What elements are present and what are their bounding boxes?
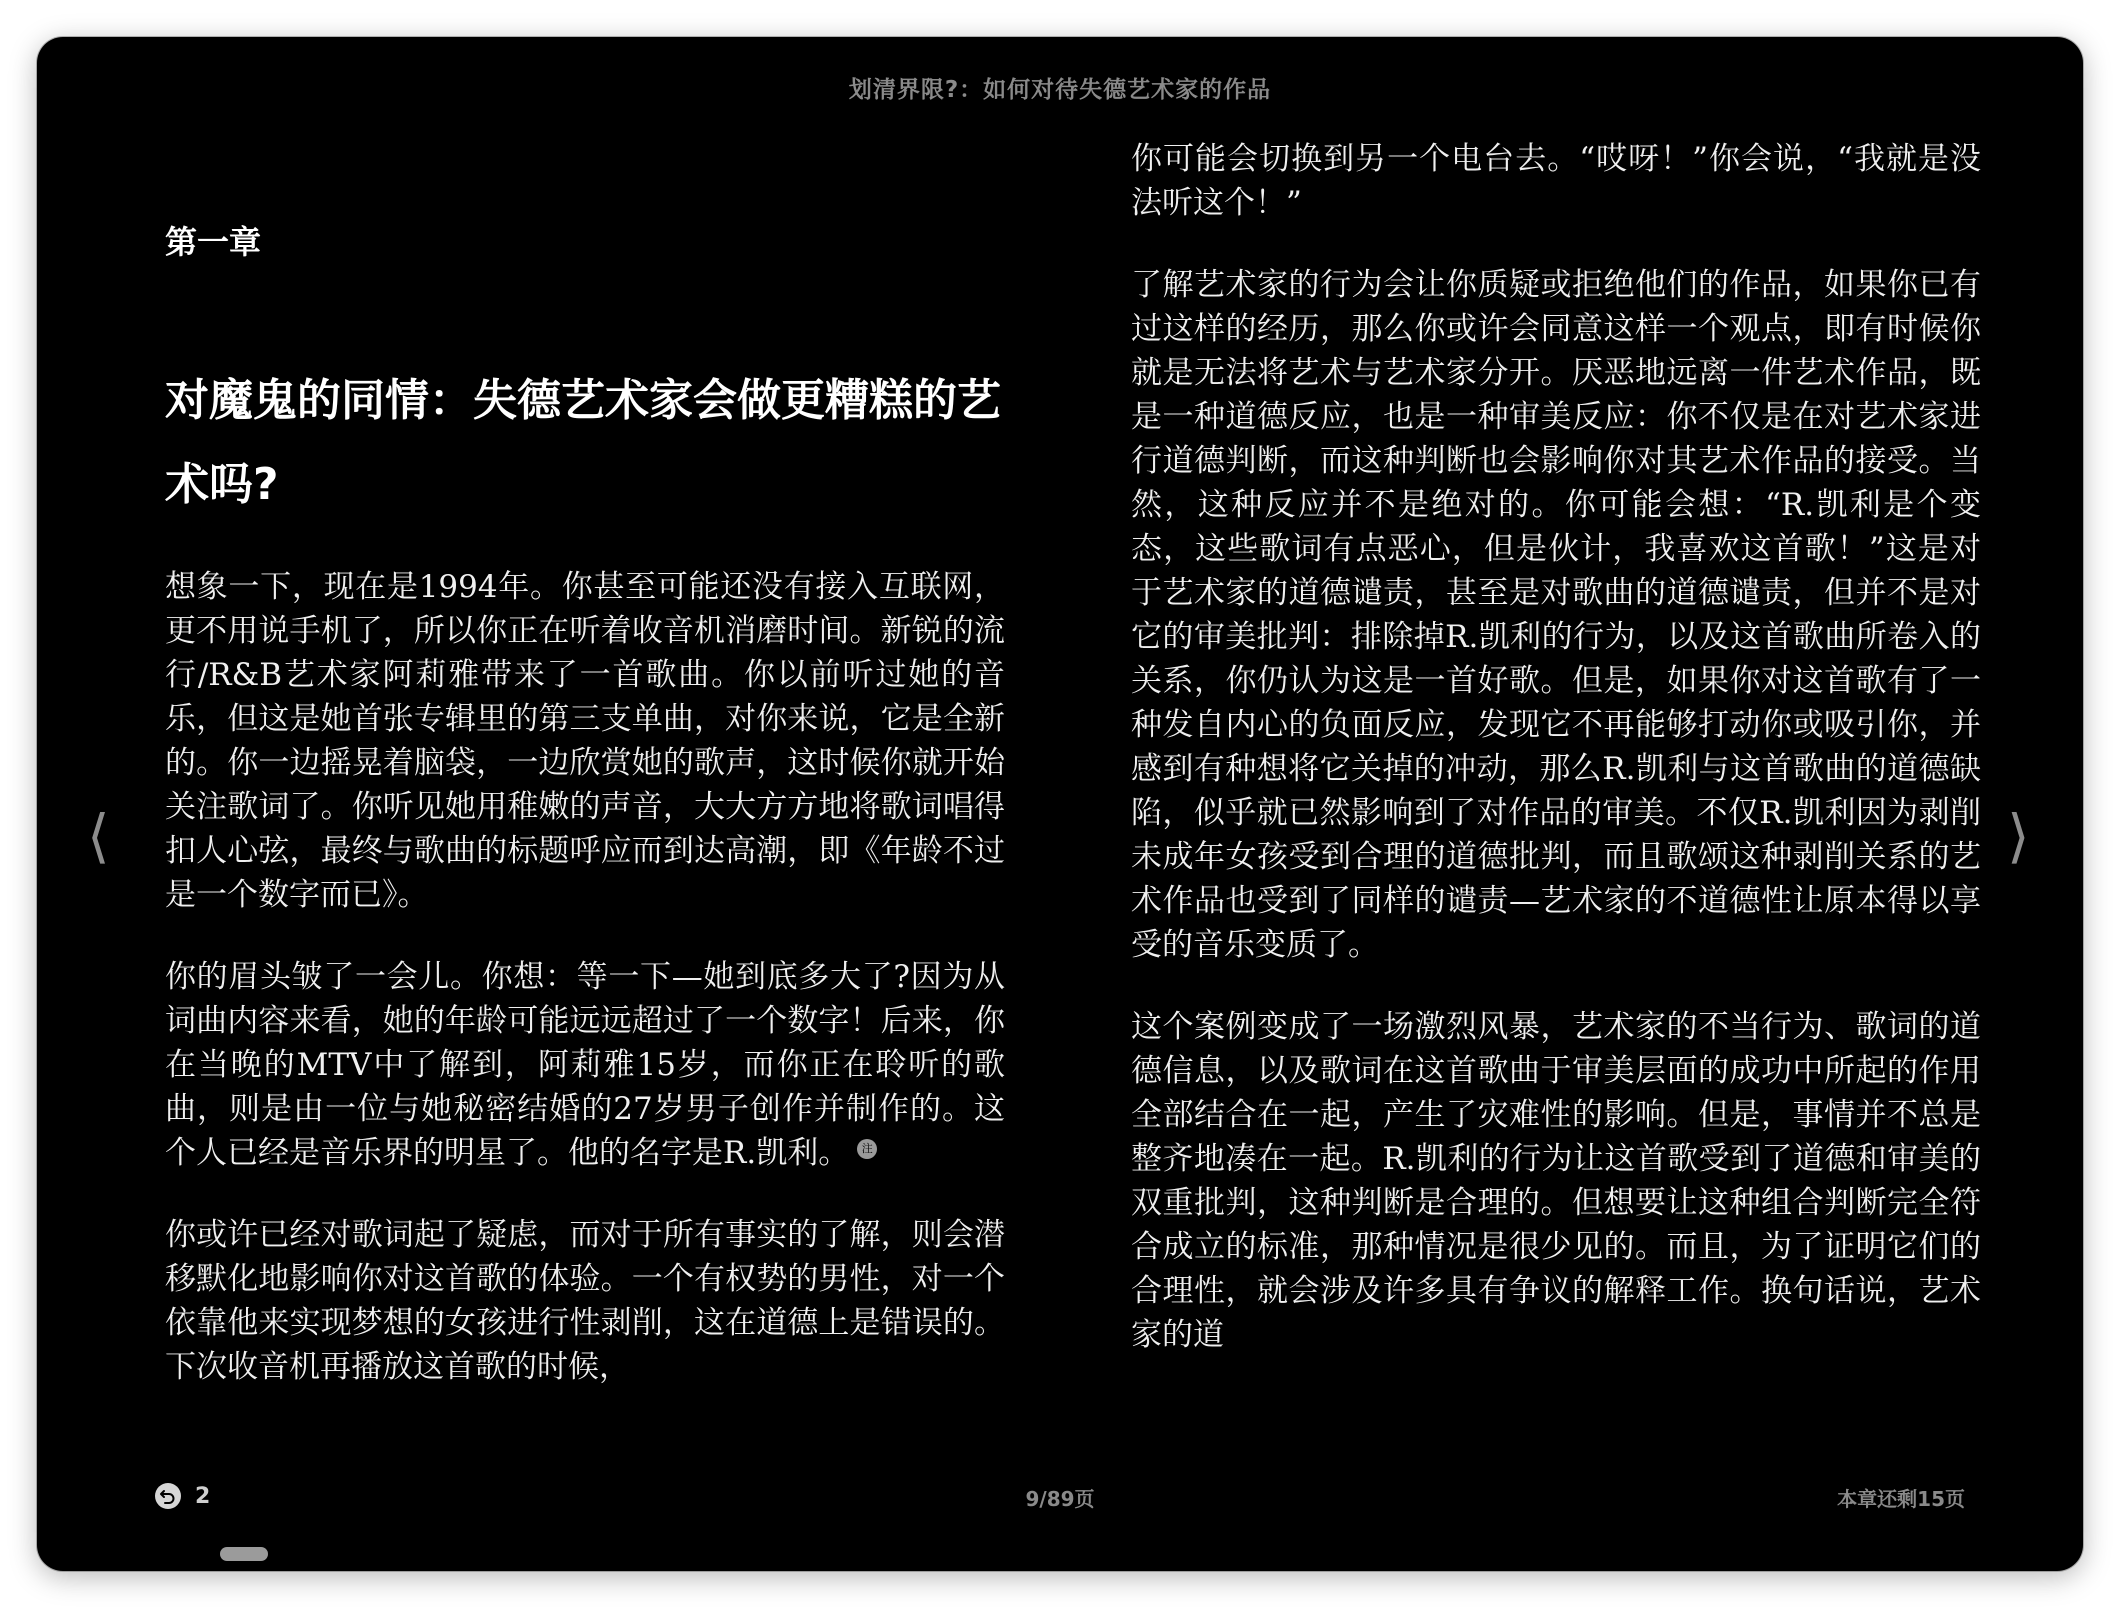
reader-window xyxy=(37,37,2083,1571)
chevron-right-icon[interactable]: ⟩ xyxy=(2007,802,2030,870)
paragraph: 你或许已经对歌词起了疑虑，而对于所有事实的了解，则会潜移默化地影响你对这首歌的体验。一个有权势的男性，对一个依靠他来实现梦想的女孩进行性剥削，这在道德上是错误的。下次收音机再播放这首歌的时候， xyxy=(165,1217,1005,1385)
back-count: 2 xyxy=(195,1483,211,1509)
paragraph: 这个案例变成了一场激烈风暴，艺术家的不当行为、歌词的道德信息，以及歌词在这首歌曲于审美层面的成功中所起的作用全部结合在一起，产生了灾难性的影响。但是，事情并不总是整齐地凑在一起。R.凯利的行为让这首歌受到了道德和审美的双重批判，这种判断是合理的。但想要让这种组合判断完全符合成立的标准，那种情况是很少见的。而且，为了证明它们的合理性，就会涉及许多具有争议的解释工作。换句话说，艺术家的道 xyxy=(1131,1009,1981,1353)
chevron-left-icon[interactable]: ⟨ xyxy=(87,802,110,870)
right-page xyxy=(1131,137,1981,1357)
chapter-title: 对魔鬼的同情：失德艺术家会做更糟糕的艺术吗? xyxy=(165,375,1001,510)
footnote-icon[interactable]: 注 xyxy=(857,1139,877,1159)
chapter-label: 第一章 xyxy=(165,223,262,261)
book-title: 划清界限?：如何对待失德艺术家的作品 xyxy=(848,77,1272,103)
paragraph: 想象一下，现在是1994年。你甚至可能还没有接入互联网，更不用说手机了，所以你正在听着收音机消磨时间。新锐的流行/R&B艺术家阿莉雅带来了一首歌曲。你以前听过她的音乐，但这是她首张专辑里的第三支单曲，对你来说，它是全新的。你一边摇晃着脑袋，一边欣赏她的歌声，这时候你就开始关注歌词了。你听见她用稚嫩的声音，大大方方地将歌词唱得扣人心弦，最终与歌曲的标题呼应而到达高潮，即《年龄不过是一个数字而已》。 xyxy=(165,569,1005,913)
page-position: 9/89页 xyxy=(1025,1487,1095,1511)
paragraph: 你可能会切换到另一个电台去。“哎呀！”你会说，“我就是没法听这个！” xyxy=(1131,141,1981,221)
paragraph-text: 你的眉头皱了一会儿。你想：等一下—她到底多大了?因为从词曲内容来看，她的年龄可能远远超过了一个数字！后来，你在当晚的MTV中了解到，阿莉雅15岁，而你正在聆听的歌曲，则是由一位与她秘密结婚的27岁男子创作并制作的。这个人已经是音乐界的明星了。他的名字是R.凯利。 xyxy=(165,959,1005,1171)
paragraph xyxy=(165,955,1005,1175)
scroll-handle[interactable] xyxy=(220,1547,268,1561)
chapter-remaining: 本章还剩15页 xyxy=(1837,1487,1965,1511)
paragraph: 了解艺术家的行为会让你质疑或拒绝他们的作品，如果你已有过这样的经历，那么你或许会同意这样一个观点，即有时候你就是无法将艺术与艺术家分开。厌恶地远离一件艺术作品，既是一种道德反应，也是一种审美反应：你不仅是在对艺术家进行道德判断，而这种判断也会影响你对其艺术作品的接受。当然，这种反应并不是绝对的。你可能会想：“R.凯利是个变态，这些歌词有点恶心，但是伙计，我喜欢这首歌！”这是对于艺术家的道德谴责，甚至是对歌曲的道德谴责，但并不是对它的审美批判：排除掉R.凯利的行为，以及这首歌曲所卷入的关系，你仍认为这是一首好歌。但是，如果你对这首歌有了一种发自内心的负面反应，发现它不再能够打动你或吸引你，并感到有种想将它关掉的冲动，那么R.凯利与这首歌曲的道德缺陷，似乎就已然影响到了对作品的审美。不仅R.凯利因为剥削未成年女孩受到合理的道德批判，而且歌颂这种剥削关系的艺术作品也受到了同样的谴责—艺术家的不道德性让原本得以享受的音乐变质了。 xyxy=(1131,267,1981,963)
left-page-body xyxy=(165,565,1005,1389)
